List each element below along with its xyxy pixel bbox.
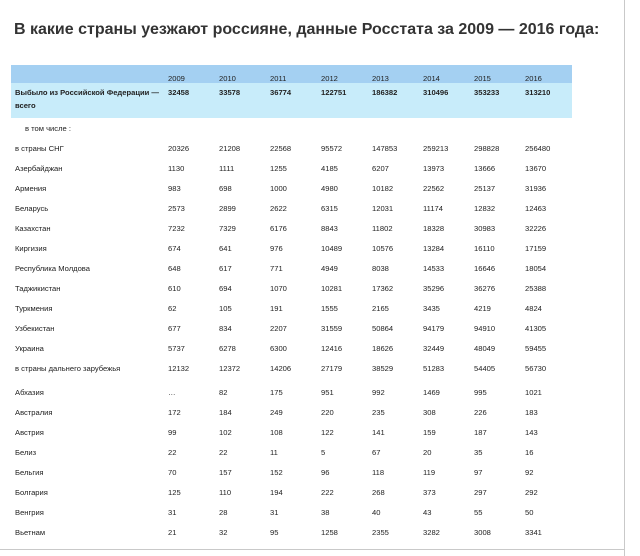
cell-value: 10182 (372, 183, 394, 193)
cell-value: 220 (321, 407, 334, 417)
cell-value: 1111 (219, 163, 235, 173)
cell-value: 11 (270, 447, 278, 457)
subheading: в том числе : (25, 123, 71, 133)
cell-value: 50 (525, 507, 534, 517)
cell-value: 10576 (372, 243, 394, 253)
year-header: 2015 (470, 65, 521, 83)
cell-value: 4949 (321, 263, 338, 273)
cell-value: 6300 (270, 343, 287, 353)
cell-value: 102 (219, 427, 232, 437)
cell-value: 32226 (525, 223, 547, 233)
table-row (11, 258, 572, 278)
cell-value: 16646 (474, 263, 496, 273)
row-label: Таджикистан (15, 283, 61, 293)
cell-value: 118 (372, 467, 385, 477)
cell-value: 41305 (525, 323, 547, 333)
row-label: Австрия (15, 427, 44, 437)
total-row-continuation (11, 101, 572, 118)
cell-value: 641 (219, 243, 232, 253)
row-label: Бельгия (15, 467, 44, 477)
cell-value: 16110 (474, 243, 495, 253)
subheading-row (11, 118, 572, 138)
cell-value: 31 (168, 507, 177, 517)
cell-value: 3008 (474, 527, 491, 537)
cell-value: 610 (168, 283, 181, 293)
table-row (11, 178, 572, 198)
cell-value: 10489 (321, 243, 343, 253)
cell-value: 992 (372, 387, 385, 397)
cell-value: 1255 (270, 163, 287, 173)
cell-value: 5 (321, 447, 326, 457)
cell-value: 92 (525, 467, 534, 477)
cell-value: 108 (270, 427, 283, 437)
cell-value: 12372 (219, 363, 241, 373)
cell-value: 40 (372, 507, 381, 517)
table-row (11, 358, 572, 378)
frame-border-bottom (0, 549, 625, 550)
cell-value: 152 (270, 467, 283, 477)
cell-value: 48049 (474, 343, 496, 353)
row-label: Узбекистан (15, 323, 55, 333)
cell-value: 184 (219, 407, 232, 417)
cell-value: 97 (474, 467, 483, 477)
cell-value: 31 (270, 507, 279, 517)
cell-value: 21208 (219, 143, 241, 153)
row-label: в страны СНГ (15, 143, 64, 153)
cell-value: 157 (219, 467, 232, 477)
table-row (11, 138, 572, 158)
total-value: 186382 (368, 83, 419, 101)
row-label: Казахстан (15, 223, 51, 233)
cell-value: 70 (168, 467, 177, 477)
cell-value: 1070 (270, 283, 287, 293)
cell-value: … (168, 387, 176, 397)
table-row (11, 318, 572, 338)
cell-value: 373 (423, 487, 436, 497)
cell-value: 2355 (372, 527, 389, 537)
frame-border-right (624, 0, 625, 556)
cell-value: 12463 (525, 203, 547, 213)
cell-value: 22 (219, 447, 228, 457)
year-header: 2011 (266, 65, 317, 83)
row-label: Туркмения (15, 303, 53, 313)
cell-value: 194 (270, 487, 283, 497)
cell-value: 22568 (270, 143, 292, 153)
cell-value: 7329 (219, 223, 236, 233)
cell-value: 2899 (219, 203, 236, 213)
cell-value: 3435 (423, 303, 440, 313)
row-label: Киргизия (15, 243, 47, 253)
cell-value: 35296 (423, 283, 445, 293)
cell-value: 1000 (270, 183, 287, 193)
cell-value: 18328 (423, 223, 445, 233)
cell-value: 2573 (168, 203, 185, 213)
cell-value: 25137 (474, 183, 496, 193)
cell-value: 292 (525, 487, 538, 497)
cell-value: 14533 (423, 263, 445, 273)
table-row (11, 278, 572, 298)
cell-value: 834 (219, 323, 232, 333)
cell-value: 259213 (423, 143, 449, 153)
cell-value: 6315 (321, 203, 338, 213)
cell-value: 995 (474, 387, 487, 397)
cell-value: 183 (525, 407, 538, 417)
table-row (11, 522, 572, 542)
cell-value: 56730 (525, 363, 547, 373)
cell-value: 67 (372, 447, 381, 457)
cell-value: 4185 (321, 163, 338, 173)
cell-value: 50864 (372, 323, 394, 333)
cell-value: 308 (423, 407, 436, 417)
cell-value: 32 (219, 527, 228, 537)
row-label: Венгрия (15, 507, 44, 517)
cell-value: 2165 (372, 303, 389, 313)
cell-value: 16 (525, 447, 534, 457)
cell-value: 4824 (525, 303, 542, 313)
cell-value: 191 (270, 303, 283, 313)
cell-value: 12031 (372, 203, 394, 213)
cell-value: 677 (168, 323, 181, 333)
cell-value: 298828 (474, 143, 500, 153)
cell-value: 976 (270, 243, 283, 253)
row-label: Абхазия (15, 387, 44, 397)
cell-value: 99 (168, 427, 177, 437)
cell-value: 12416 (321, 343, 343, 353)
cell-value: 125 (168, 487, 181, 497)
cell-value: 96 (321, 467, 330, 477)
cell-value: 13670 (525, 163, 547, 173)
cell-value: 82 (219, 387, 228, 397)
cell-value: 147853 (372, 143, 398, 153)
table-row (11, 158, 572, 178)
cell-value: 94179 (423, 323, 445, 333)
cell-value: 31559 (321, 323, 343, 333)
cell-value: 2622 (270, 203, 287, 213)
cell-value: 187 (474, 427, 487, 437)
cell-value: 5737 (168, 343, 185, 353)
year-header: 2016 (521, 65, 572, 83)
year-header: 2012 (317, 65, 368, 83)
table-row (11, 442, 572, 462)
cell-value: 141 (372, 427, 385, 437)
cell-value: 3282 (423, 527, 440, 537)
row-label: Армения (15, 183, 47, 193)
cell-value: 6176 (270, 223, 287, 233)
cell-value: 1130 (168, 163, 185, 173)
cell-value: 222 (321, 487, 334, 497)
year-header: 2013 (368, 65, 419, 83)
cell-value: 18626 (372, 343, 394, 353)
cell-value: 38 (321, 507, 330, 517)
total-label-line2: всего (11, 101, 164, 118)
table-row (11, 502, 572, 522)
cell-value: 10281 (321, 283, 343, 293)
cell-value: 6278 (219, 343, 236, 353)
table-row (11, 298, 572, 318)
cell-value: 20326 (168, 143, 190, 153)
cell-value: 8038 (372, 263, 389, 273)
cell-value: 7232 (168, 223, 185, 233)
cell-value: 20 (423, 447, 432, 457)
cell-value: 698 (219, 183, 232, 193)
header-blank-cell (11, 65, 164, 83)
migration-table (11, 65, 572, 542)
cell-value: 297 (474, 487, 487, 497)
total-row (11, 83, 572, 101)
cell-value: 36276 (474, 283, 496, 293)
cell-value: 12832 (474, 203, 496, 213)
cell-value: 268 (372, 487, 385, 497)
total-value: 310496 (419, 83, 470, 101)
total-value: 32458 (164, 83, 215, 101)
cell-value: 21 (168, 527, 177, 537)
cell-value: 249 (270, 407, 283, 417)
cell-value: 617 (219, 263, 232, 273)
table-row (11, 422, 572, 442)
cell-value: 1469 (423, 387, 440, 397)
row-label: Азербайджан (15, 163, 63, 173)
cell-value: 22562 (423, 183, 445, 193)
table-row (11, 382, 572, 402)
table-row (11, 402, 572, 422)
cell-value: 94910 (474, 323, 496, 333)
row-label: Республика Молдова (15, 263, 90, 273)
cell-value: 59455 (525, 343, 547, 353)
cell-value: 55 (474, 507, 483, 517)
cell-value: 22 (168, 447, 177, 457)
year-header: 2014 (419, 65, 470, 83)
year-header: 2009 (164, 65, 215, 83)
cell-value: 1555 (321, 303, 338, 313)
cell-value: 172 (168, 407, 181, 417)
cell-value: 143 (525, 427, 538, 437)
cell-value: 159 (423, 427, 436, 437)
page-title: В какие страны уезжают россияне, данные Росстата за 2009 — 2016 года: (14, 21, 600, 38)
cell-value: 11174 (423, 203, 443, 213)
cell-value: 256480 (525, 143, 551, 153)
table-row (11, 462, 572, 482)
row-label: Болгария (15, 487, 48, 497)
cell-value: 62 (168, 303, 177, 313)
cell-value: 119 (423, 467, 436, 477)
table-row (11, 218, 572, 238)
row-label: Белиз (15, 447, 37, 457)
cell-value: 226 (474, 407, 487, 417)
table-row (11, 338, 572, 358)
year-header: 2010 (215, 65, 266, 83)
cell-value: 3341 (525, 527, 542, 537)
row-label: в страны дальнего зарубежья (15, 363, 121, 373)
cell-value: 1021 (525, 387, 542, 397)
row-label: Австралия (15, 407, 53, 417)
cell-value: 13973 (423, 163, 445, 173)
cell-value: 95 (270, 527, 279, 537)
cell-value: 175 (270, 387, 283, 397)
total-value: 353233 (470, 83, 521, 101)
table-row (11, 198, 572, 218)
cell-value: 31936 (525, 183, 547, 193)
cell-value: 35 (474, 447, 483, 457)
cell-value: 235 (372, 407, 385, 417)
cell-value: 6207 (372, 163, 389, 173)
total-value: 313210 (521, 83, 572, 101)
total-value: 122751 (317, 83, 368, 101)
cell-value: 28 (219, 507, 228, 517)
cell-value: 54405 (474, 363, 496, 373)
cell-value: 13284 (423, 243, 445, 253)
total-value: 36774 (266, 83, 317, 101)
cell-value: 4219 (474, 303, 491, 313)
cell-value: 1258 (321, 527, 338, 537)
cell-value: 2207 (270, 323, 287, 333)
cell-value: 14206 (270, 363, 292, 373)
cell-value: 110 (219, 487, 232, 497)
cell-value: 771 (270, 263, 283, 273)
cell-value: 43 (423, 507, 432, 517)
cell-value: 951 (321, 387, 334, 397)
cell-value: 13666 (474, 163, 496, 173)
cell-value: 95572 (321, 143, 343, 153)
cell-value: 11802 (372, 223, 393, 233)
cell-value: 122 (321, 427, 334, 437)
cell-value: 105 (219, 303, 232, 313)
cell-value: 648 (168, 263, 181, 273)
cell-value: 27179 (321, 363, 343, 373)
cell-value: 51283 (423, 363, 445, 373)
cell-value: 674 (168, 243, 181, 253)
cell-value: 4980 (321, 183, 338, 193)
cell-value: 25388 (525, 283, 547, 293)
total-label: Выбыло из Российской Федерации — (11, 83, 164, 101)
cell-value: 18054 (525, 263, 547, 273)
cell-value: 32449 (423, 343, 445, 353)
cell-value: 30983 (474, 223, 496, 233)
cell-value: 17362 (372, 283, 394, 293)
cell-value: 38529 (372, 363, 394, 373)
total-value: 33578 (215, 83, 266, 101)
cell-value: 12132 (168, 363, 190, 373)
row-label: Вьетнам (15, 527, 46, 537)
table-row (11, 482, 572, 502)
table-row (11, 238, 572, 258)
cell-value: 694 (219, 283, 232, 293)
cell-value: 17159 (525, 243, 547, 253)
row-label: Украина (15, 343, 44, 353)
cell-value: 983 (168, 183, 181, 193)
year-header-row (11, 65, 572, 83)
row-label: Беларусь (15, 203, 49, 213)
cell-value: 8843 (321, 223, 338, 233)
